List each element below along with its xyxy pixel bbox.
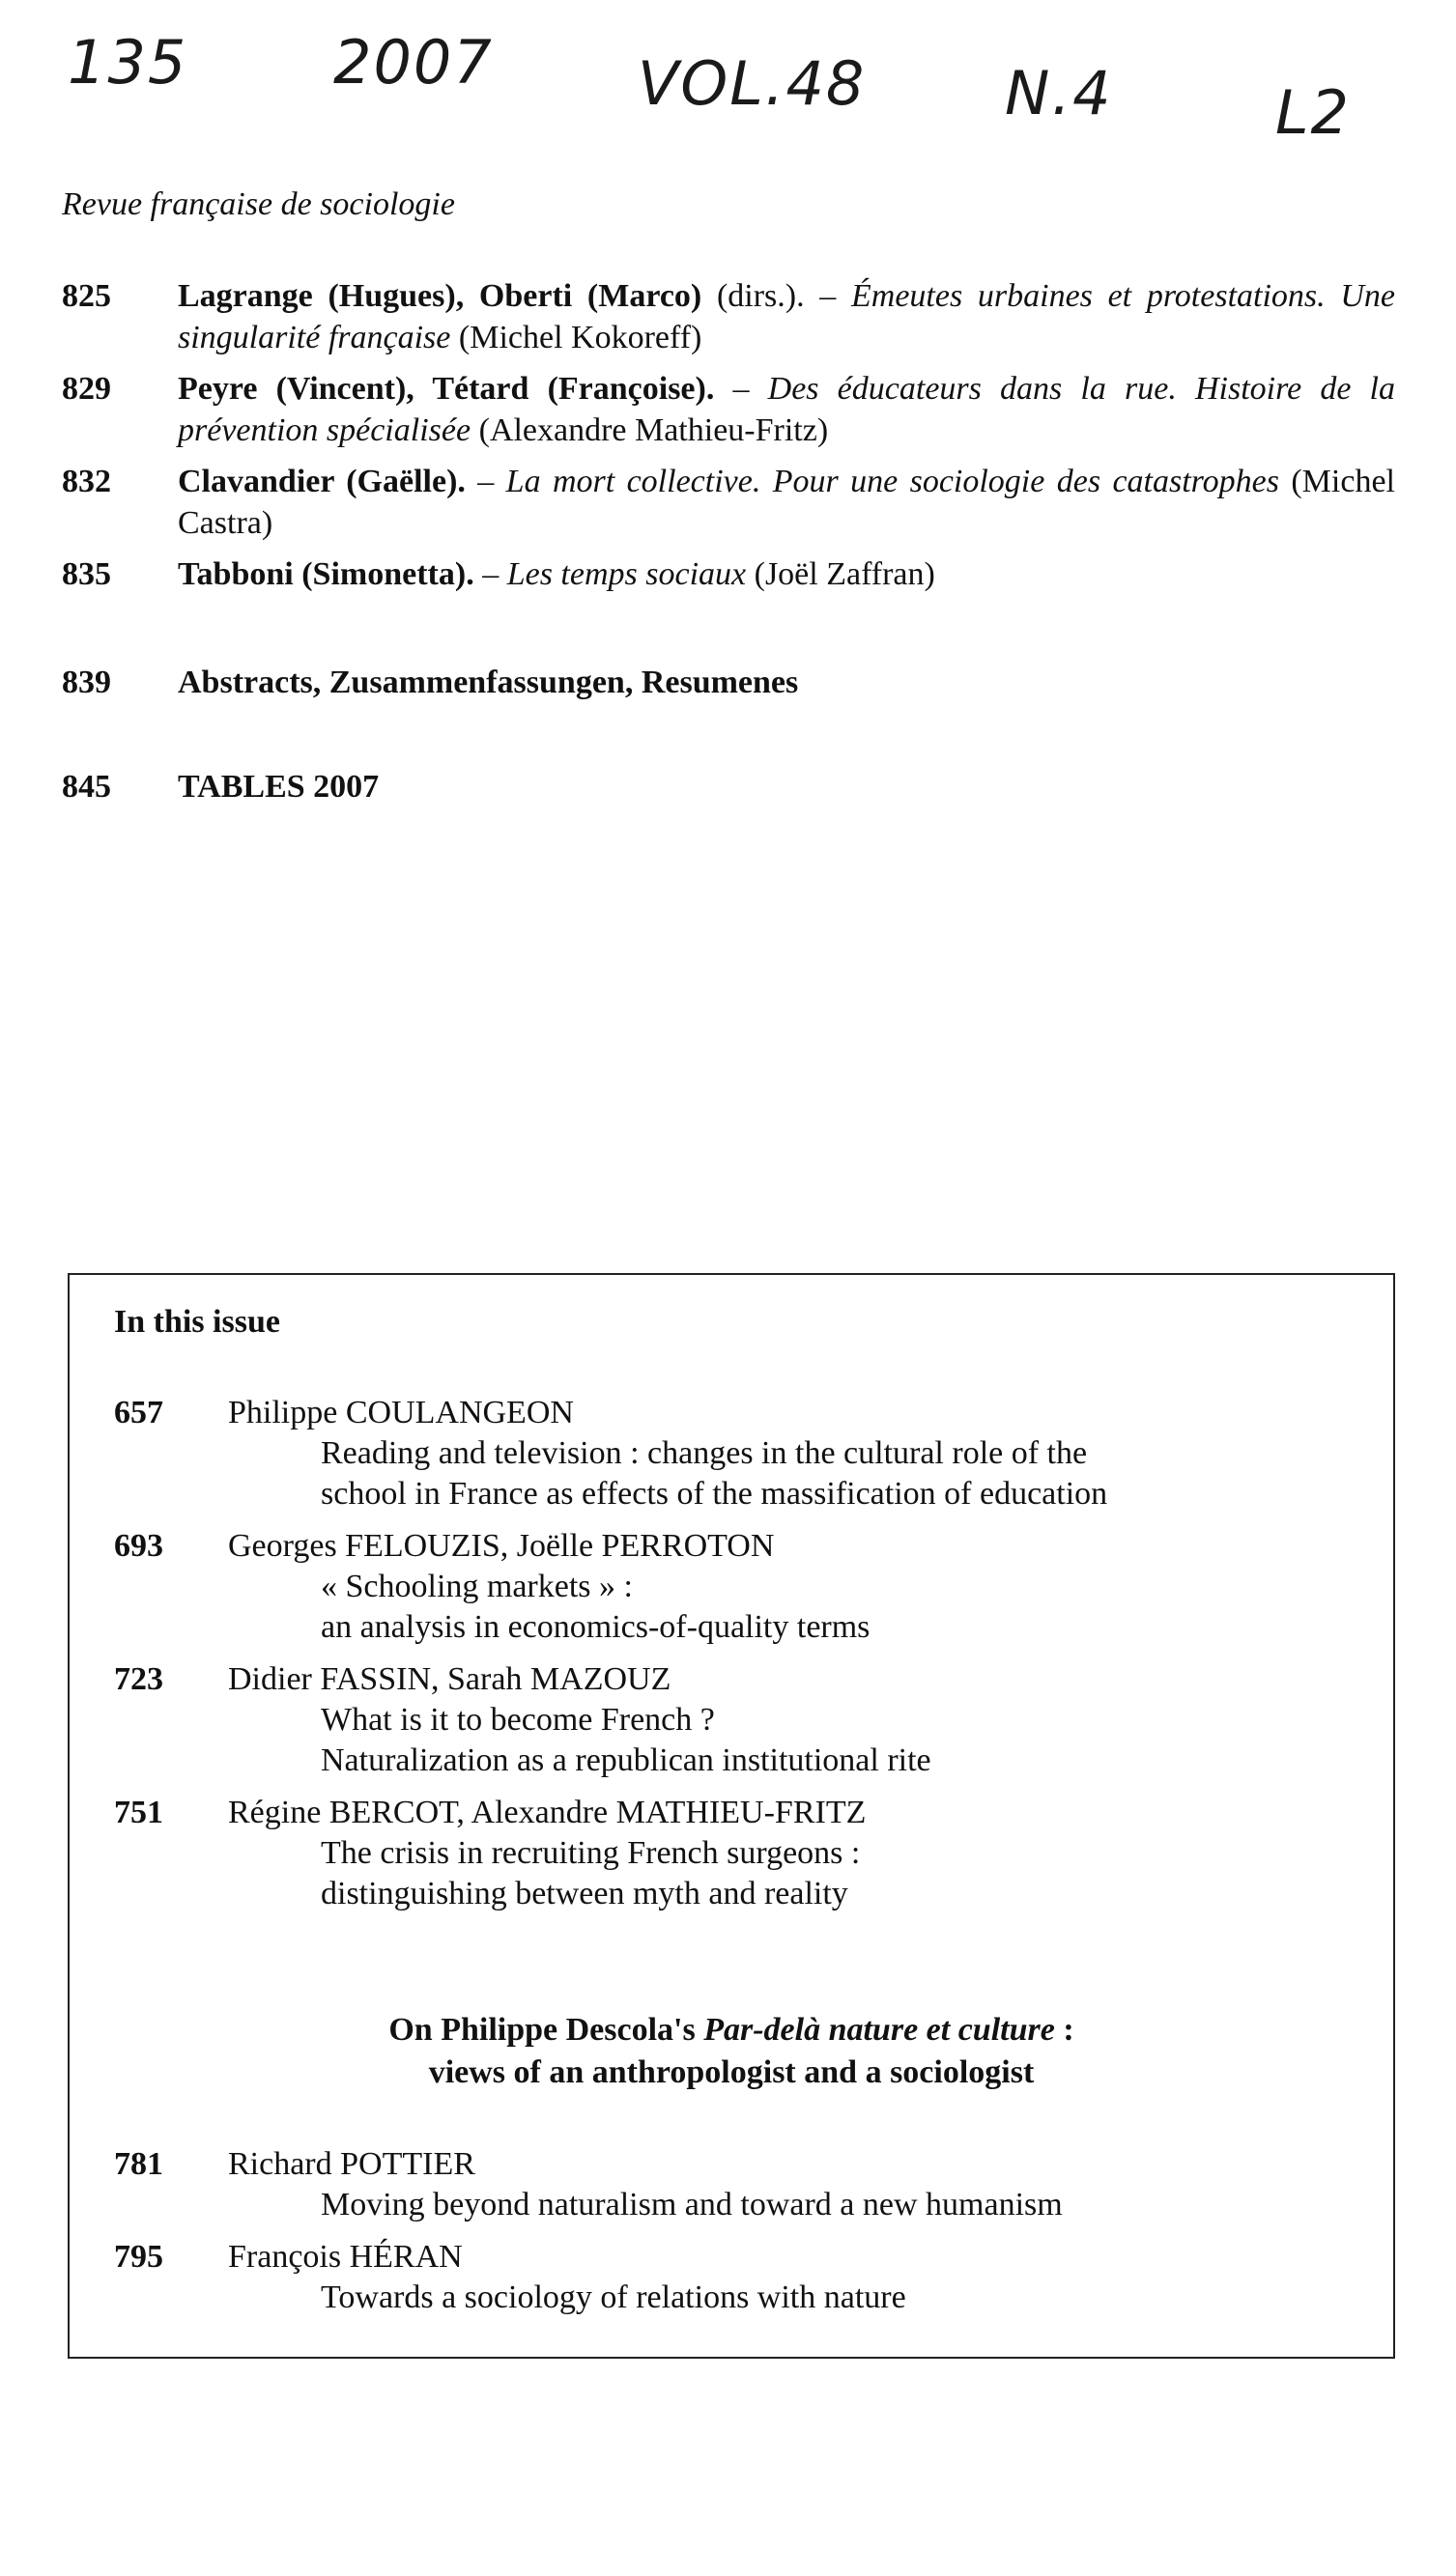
issue-article (114, 1793, 1370, 1914)
toc-list (62, 275, 1395, 605)
article-title-line: school in France as effects of the massification of education (321, 1476, 1108, 1512)
toc-entry (62, 662, 1395, 703)
article-title-line: The crisis in recruiting French surgeons : (321, 1835, 861, 1871)
toc-note: – (473, 556, 507, 592)
toc-title: Émeutes urbaines et protestations. Une singularité française (178, 278, 1395, 355)
article-body (228, 1526, 1370, 1648)
toc-reviewer: (Alexandre Mathieu-Fritz) (471, 412, 829, 448)
toc-note: (dirs.). – (701, 278, 851, 314)
toc-entry (62, 553, 1395, 595)
article-body (228, 1393, 1370, 1514)
article-title-line: Moving beyond naturalism and toward a new humanism (321, 2187, 1063, 2222)
toc-authors: Clavandier (Gaëlle). (178, 464, 466, 499)
toc-reviewer: (Michel Kokoreff) (450, 320, 702, 355)
article-page-number: 723 (114, 1661, 163, 1697)
article-title-line: « Schooling markets » : (321, 1569, 633, 1604)
article-body (228, 1659, 1370, 1781)
article-body (228, 2237, 1370, 2318)
toc-text (178, 368, 1395, 451)
box-title: In this issue (114, 1304, 280, 1340)
toc-reviewer: (Joël Zaffran) (746, 556, 935, 592)
article-page-number: 795 (114, 2239, 163, 2275)
toc-authors: Peyre (Vincent), Tétard (Françoise). (178, 371, 715, 407)
article-authors: Didier FASSIN, Sarah MAZOUZ (228, 1661, 671, 1697)
article-authors: Philippe COULANGEON (228, 1395, 574, 1430)
toc-title: Des éducateurs dans la rue. Histoire de la prévention spécialisée (178, 371, 1396, 448)
toc-tables (62, 766, 1395, 817)
issue-article (114, 1393, 1370, 1514)
toc-text (178, 553, 1395, 595)
toc-entry (62, 368, 1395, 451)
issue-article (114, 2144, 1370, 2225)
handwritten-number: 135 (68, 27, 188, 98)
toc-entry (62, 461, 1395, 544)
section-article-list (114, 2144, 1370, 2330)
toc-title: La mort collective. Pour une sociologie des catastrophes (505, 464, 1279, 499)
section-suffix: : (1054, 2012, 1074, 2048)
toc-entry (62, 275, 1395, 358)
article-page-number: 781 (114, 2146, 163, 2182)
toc-text (178, 461, 1395, 544)
article-title-line: What is it to become French ? (321, 1702, 715, 1738)
issue-article (114, 2237, 1370, 2318)
toc-authors: Lagrange (Hugues), Oberti (Marco) (178, 278, 702, 314)
handwritten-year: 2007 (333, 27, 494, 98)
issue-article-list (114, 1393, 1370, 1926)
toc-note: – (465, 464, 506, 499)
toc-abstracts (62, 662, 1395, 713)
article-authors: Régine BERCOT, Alexandre MATHIEU-FRITZ (228, 1795, 867, 1830)
article-page-number: 693 (114, 1528, 163, 1564)
in-this-issue-box (68, 1273, 1395, 2359)
handwritten-mark: L2 (1275, 77, 1351, 148)
toc-page-number: 832 (62, 464, 111, 499)
article-body (228, 2144, 1370, 2225)
section-book-title: Par-delà nature et culture (703, 2012, 1055, 2048)
article-title-line: distinguishing between myth and reality (321, 1876, 848, 1911)
article-authors: Richard POTTIER (228, 2146, 475, 2182)
article-authors: Georges FELOUZIS, Joëlle PERROTON (228, 1528, 775, 1564)
article-body (228, 1793, 1370, 1914)
section-heading-line1 (70, 2009, 1393, 2052)
article-page-number: 751 (114, 1795, 163, 1830)
issue-article (114, 1526, 1370, 1648)
article-title-line: Reading and television : changes in the cultural role of the (321, 1435, 1088, 1471)
toc-page-number: 845 (62, 769, 111, 805)
toc-reviewer: (Michel Castra) (178, 464, 1395, 541)
toc-tables-label: TABLES 2007 (178, 769, 380, 805)
journal-title: Revue française de sociologie (62, 186, 455, 222)
toc-authors: Tabboni (Simonetta). (178, 556, 474, 592)
article-title-line: Naturalization as a republican institutional rite (321, 1742, 931, 1778)
toc-abstracts-label: Abstracts, Zusammenfassungen, Resumenes (178, 665, 799, 700)
article-page-number: 657 (114, 1395, 163, 1430)
toc-entry (62, 766, 1395, 807)
handwritten-volume: VOL.48 (638, 48, 867, 119)
section-prefix: On Philippe Descola's (388, 2012, 704, 2048)
article-title-line: Towards a sociology of relations with nature (321, 2279, 906, 2315)
toc-page-number: 829 (62, 371, 111, 407)
toc-page-number: 839 (62, 665, 111, 700)
toc-title: Les temps sociaux (506, 556, 747, 592)
section-heading-line2: views of an anthropologist and a sociologist (428, 2054, 1035, 2090)
toc-page-number: 825 (62, 278, 111, 314)
toc-page-number: 835 (62, 556, 111, 592)
issue-article (114, 1659, 1370, 1781)
toc-text (178, 275, 1395, 358)
article-authors: François HÉRAN (228, 2239, 463, 2275)
article-title-line: an analysis in economics-of-quality terms (321, 1609, 871, 1645)
handwritten-issue: N.4 (1005, 58, 1113, 128)
section-heading (70, 2009, 1393, 2094)
toc-note: – (714, 371, 768, 407)
